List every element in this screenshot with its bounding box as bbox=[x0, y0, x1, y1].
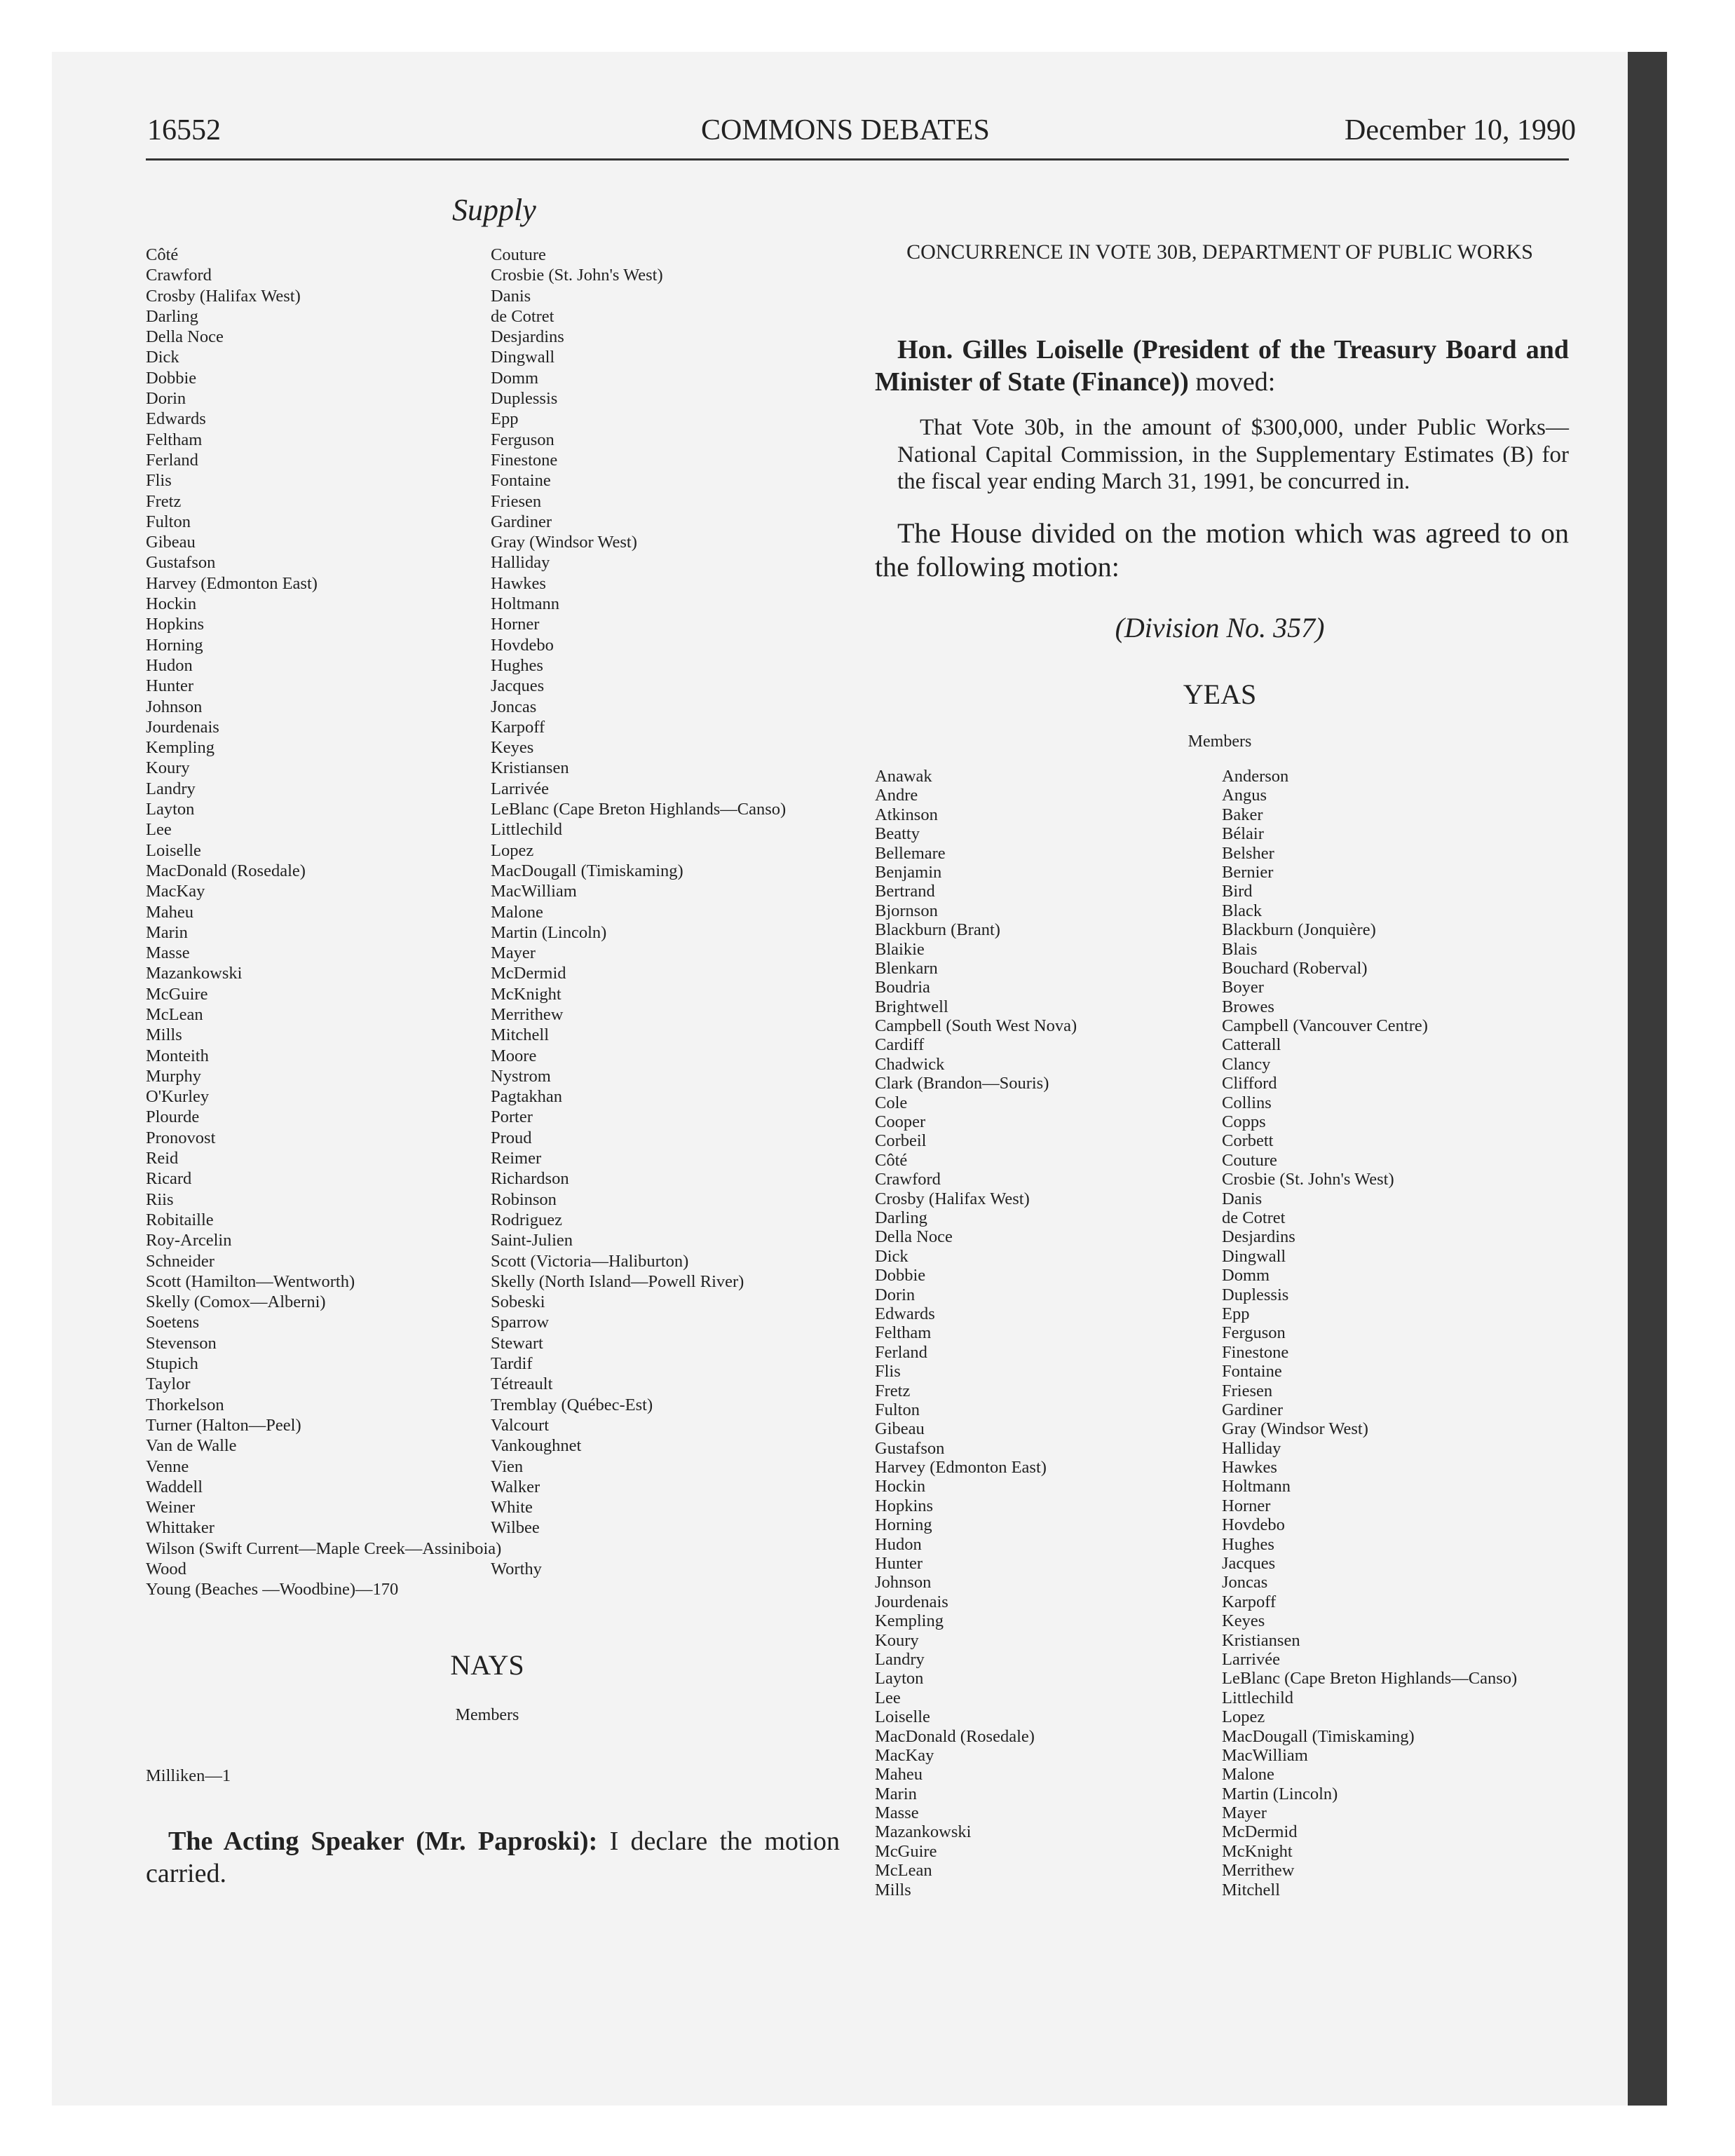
member-name: Maheu bbox=[146, 902, 194, 922]
member-name: Blenkarn bbox=[875, 958, 938, 978]
member-name: Wilson (Swift Current—Maple Creek—Assiniboia) bbox=[146, 1538, 502, 1558]
member-name: Gray (Windsor West) bbox=[491, 533, 637, 552]
member-name: Hovdebo bbox=[1222, 1515, 1285, 1535]
page-number: 16552 bbox=[147, 114, 221, 146]
member-name: Couture bbox=[1222, 1150, 1277, 1170]
member-name: Stupich bbox=[146, 1354, 198, 1374]
yeas-name-list-2 bbox=[1222, 767, 1517, 1899]
member-name: Lopez bbox=[1222, 1707, 1265, 1727]
member-name: Wilbee bbox=[491, 1518, 540, 1538]
member-name: Hockin bbox=[875, 1477, 926, 1496]
member-name: Browes bbox=[1222, 997, 1274, 1016]
member-name: Feltham bbox=[875, 1323, 932, 1343]
member-name: Marin bbox=[146, 922, 188, 942]
member-name: Blackburn (Jonquière) bbox=[1222, 920, 1376, 940]
member-name: Edwards bbox=[875, 1304, 935, 1323]
member-name: Boudria bbox=[875, 978, 930, 997]
member-name: LeBlanc (Cape Breton Highlands—Canso) bbox=[1222, 1669, 1518, 1688]
member-name: Gray (Windsor West) bbox=[1222, 1419, 1368, 1439]
member-name: Joncas bbox=[491, 697, 537, 716]
member-name: de Cotret bbox=[491, 306, 554, 326]
member-name: Hunter bbox=[875, 1554, 923, 1574]
member-name: Horner bbox=[1222, 1496, 1271, 1515]
member-name: Gibeau bbox=[875, 1419, 925, 1439]
scan-edge-bar bbox=[1628, 52, 1667, 2106]
member-name: Bjornson bbox=[875, 901, 938, 920]
member-name: Loiselle bbox=[146, 840, 201, 860]
member-name: Domm bbox=[1222, 1266, 1270, 1285]
member-name: Friesen bbox=[491, 491, 542, 511]
member-name: Vankoughnet bbox=[491, 1436, 582, 1456]
member-name: Fontaine bbox=[1222, 1362, 1282, 1381]
member-name: Hopkins bbox=[146, 615, 205, 634]
member-name: McLean bbox=[875, 1861, 932, 1881]
member-name: Monteith bbox=[146, 1046, 209, 1065]
member-name: Mazankowski bbox=[875, 1822, 972, 1842]
member-name: Weiner bbox=[146, 1498, 196, 1517]
member-name: Couture bbox=[491, 245, 546, 264]
member-name: Atkinson bbox=[875, 805, 938, 824]
member-name: Gibeau bbox=[146, 533, 196, 552]
member-name: Rodriguez bbox=[491, 1210, 563, 1229]
member-name: Pronovost bbox=[146, 1128, 216, 1147]
member-name: Bélair bbox=[1222, 824, 1264, 844]
member-name: Walker bbox=[491, 1477, 540, 1496]
member-name: Riis bbox=[146, 1189, 174, 1209]
member-name: Clark (Brandon—Souris) bbox=[875, 1074, 1049, 1093]
member-name: Whittaker bbox=[146, 1518, 215, 1538]
member-name: Soetens bbox=[146, 1313, 200, 1332]
member-name: Stevenson bbox=[146, 1333, 217, 1353]
member-name: Wood bbox=[146, 1560, 186, 1578]
member-name: Collins bbox=[1222, 1093, 1272, 1112]
member-name: Vien bbox=[491, 1456, 524, 1476]
member-name: Kristiansen bbox=[491, 758, 569, 778]
member-name: Chadwick bbox=[875, 1054, 945, 1074]
member-name: Tétreault bbox=[491, 1374, 553, 1394]
member-name: Holtmann bbox=[1222, 1477, 1291, 1496]
member-name: Dorin bbox=[146, 389, 186, 409]
speaker-statement: I declare the motion carried. bbox=[146, 1827, 840, 1888]
section-title: Supply bbox=[452, 193, 536, 227]
member-name: Côté bbox=[875, 1150, 908, 1170]
member-name: Bertrand bbox=[875, 882, 935, 901]
member-name: Tremblay (Québec-Est) bbox=[491, 1395, 653, 1414]
member-name: Crosby (Halifax West) bbox=[146, 286, 301, 306]
member-name: Hawkes bbox=[491, 573, 546, 593]
member-name: Kempling bbox=[875, 1611, 944, 1631]
member-name: Keyes bbox=[491, 738, 534, 758]
member-name: McLean bbox=[146, 1004, 203, 1024]
member-name: Martin (Lincoln) bbox=[491, 922, 607, 942]
member-name: Waddell bbox=[146, 1477, 203, 1496]
member-name: Mayer bbox=[491, 943, 536, 963]
member-name: Jourdenais bbox=[146, 717, 219, 737]
member-name: Reid bbox=[146, 1149, 179, 1168]
member-name: MacWilliam bbox=[491, 882, 577, 901]
member-name: Anawak bbox=[875, 767, 932, 786]
member-name: Venne bbox=[146, 1456, 189, 1476]
member-name: Copps bbox=[1222, 1112, 1266, 1132]
member-name: Maheu bbox=[875, 1765, 923, 1785]
member-name: Dobbie bbox=[875, 1266, 926, 1285]
member-name: McDermid bbox=[491, 964, 566, 983]
member-name: LeBlanc (Cape Breton Highlands—Canso) bbox=[491, 800, 787, 819]
member-name: Skelly (Comox—Alberni) bbox=[146, 1292, 326, 1312]
member-name: Mayer bbox=[1222, 1803, 1267, 1823]
mover-verb: moved: bbox=[1195, 367, 1276, 397]
member-name: Malone bbox=[491, 902, 543, 922]
member-name: Gardiner bbox=[1222, 1400, 1284, 1419]
member-name: Skelly (North Island—Powell River) bbox=[491, 1271, 744, 1291]
member-name: Porter bbox=[491, 1107, 533, 1127]
member-name: Baker bbox=[1222, 805, 1263, 824]
member-name: Mills bbox=[875, 1880, 911, 1899]
member-name: Littlechild bbox=[1222, 1688, 1294, 1707]
member-name: Karpoff bbox=[491, 717, 545, 737]
member-name: Bernier bbox=[1222, 862, 1274, 882]
member-name: Danis bbox=[491, 286, 531, 306]
left-name-list-1 bbox=[146, 245, 501, 1600]
mover-paragraph bbox=[875, 334, 1569, 398]
member-name: Andre bbox=[875, 786, 918, 805]
page-date: December 10, 1990 bbox=[1345, 114, 1577, 146]
member-name: Mitchell bbox=[491, 1025, 550, 1045]
member-name: Duplessis bbox=[491, 389, 558, 409]
member-name: Scott (Victoria—Haliburton) bbox=[491, 1251, 689, 1271]
member-name: Dingwall bbox=[491, 348, 555, 367]
member-name: Darling bbox=[875, 1208, 927, 1227]
member-name: Gustafson bbox=[875, 1438, 945, 1458]
member-name: Halliday bbox=[1222, 1438, 1281, 1458]
member-name: Benjamin bbox=[875, 862, 942, 882]
member-name: White bbox=[491, 1498, 533, 1517]
member-name: Friesen bbox=[1222, 1381, 1273, 1400]
member-name: Black bbox=[1222, 901, 1263, 920]
nays-members-label: Members bbox=[455, 1706, 519, 1724]
member-name: Johnson bbox=[146, 697, 203, 716]
member-name: Kempling bbox=[146, 738, 215, 758]
member-name: Hudon bbox=[875, 1534, 922, 1554]
member-name: Hovdebo bbox=[491, 635, 554, 655]
member-name: O'Kurley bbox=[146, 1087, 210, 1107]
member-name: Johnson bbox=[875, 1573, 932, 1592]
member-name: Lopez bbox=[491, 840, 534, 860]
member-name: Masse bbox=[146, 943, 190, 963]
yeas-members-label: Members bbox=[1188, 732, 1252, 751]
member-name: Plourde bbox=[146, 1107, 200, 1127]
member-name: Bellemare bbox=[875, 843, 946, 863]
member-name: Landry bbox=[146, 779, 196, 798]
member-name: Sparrow bbox=[491, 1313, 550, 1332]
member-name: Domm bbox=[491, 368, 539, 388]
member-name: McGuire bbox=[875, 1841, 937, 1861]
member-name: Edwards bbox=[146, 409, 206, 429]
member-name: Koury bbox=[146, 758, 190, 778]
member-name: Robitaille bbox=[146, 1210, 214, 1229]
member-name: Epp bbox=[491, 409, 519, 429]
member-name: Dingwall bbox=[1222, 1246, 1286, 1266]
member-name: Fretz bbox=[146, 491, 182, 511]
member-name: McDermid bbox=[1222, 1822, 1298, 1842]
member-name: Epp bbox=[1222, 1304, 1250, 1323]
member-name: Horning bbox=[875, 1515, 932, 1535]
yeas-heading: YEAS bbox=[1183, 678, 1257, 710]
member-name: Ferland bbox=[875, 1342, 927, 1362]
member-name: Boyer bbox=[1222, 978, 1264, 997]
member-name: Anderson bbox=[1222, 767, 1289, 786]
member-name bbox=[491, 1538, 786, 1559]
division-number: (Division No. 357) bbox=[1115, 612, 1325, 643]
member-name: Feltham bbox=[146, 430, 203, 449]
member-name: Gustafson bbox=[146, 553, 216, 573]
member-name: Crawford bbox=[146, 266, 212, 285]
member-name: Masse bbox=[875, 1803, 919, 1823]
member-name: Mitchell bbox=[1222, 1880, 1281, 1899]
member-name: Mazankowski bbox=[146, 964, 243, 983]
member-name: McKnight bbox=[491, 984, 562, 1004]
member-name: Joncas bbox=[1222, 1573, 1268, 1592]
member-name: Campbell (Vancouver Centre) bbox=[1222, 1016, 1428, 1036]
member-name: Hughes bbox=[491, 655, 543, 675]
member-name: Nystrom bbox=[491, 1066, 551, 1086]
mover-name: Hon. Gilles Loiselle (President of the Treasury Board and Minister of State (Finance)) bbox=[875, 335, 1569, 397]
member-name: Young (Beaches —Woodbine)—170 bbox=[146, 1580, 399, 1599]
member-name: Dorin bbox=[875, 1285, 916, 1304]
member-name: MacKay bbox=[146, 882, 205, 901]
concurrence-heading: CONCURRENCE IN VOTE 30B, DEPARTMENT OF PUBLIC WORKS bbox=[906, 240, 1533, 264]
member-name: Loiselle bbox=[875, 1707, 930, 1727]
member-name: Jacques bbox=[1222, 1554, 1276, 1574]
member-name: Worthy bbox=[491, 1560, 542, 1578]
member-name: Della Noce bbox=[875, 1227, 953, 1247]
member-name: MacKay bbox=[875, 1745, 934, 1765]
member-name: Catterall bbox=[1222, 1035, 1281, 1055]
member-name: Horner bbox=[491, 615, 540, 634]
motion-text: That Vote 30b, in the amount of $300,000, under Public Works—National Capital Commission, in the Supplementary Estimates (B) for the fiscal year ending March 31, 1991, be concurred in. bbox=[897, 415, 1569, 494]
member-name: Marin bbox=[875, 1784, 917, 1803]
member-name: Merrithew bbox=[491, 1004, 564, 1024]
member-name: Duplessis bbox=[1222, 1285, 1289, 1304]
member-name: McGuire bbox=[146, 984, 208, 1004]
member-name: Mills bbox=[146, 1025, 182, 1045]
member-name: MacDougall (Timiskaming) bbox=[491, 861, 683, 880]
member-name: Corbeil bbox=[875, 1131, 927, 1151]
member-name: Bird bbox=[1222, 882, 1253, 901]
member-name: Reimer bbox=[491, 1149, 542, 1168]
member-name: Roy-Arcelin bbox=[146, 1231, 232, 1250]
member-name: Crosby (Halifax West) bbox=[875, 1189, 1030, 1208]
left-name-list-2 bbox=[491, 245, 786, 1579]
member-name: Danis bbox=[1222, 1189, 1263, 1208]
member-name: Ferguson bbox=[1222, 1323, 1286, 1343]
member-name: Hughes bbox=[1222, 1534, 1274, 1554]
member-name: Fulton bbox=[146, 512, 191, 531]
member-name: Hopkins bbox=[875, 1496, 934, 1515]
member-name: Tardif bbox=[491, 1354, 533, 1374]
member-name: Jacques bbox=[491, 676, 545, 696]
member-name: Robinson bbox=[491, 1189, 557, 1209]
nays-heading: NAYS bbox=[450, 1649, 524, 1681]
member-name: Cooper bbox=[875, 1112, 926, 1132]
member-name: Angus bbox=[1222, 786, 1267, 805]
member-name: Cole bbox=[875, 1093, 908, 1112]
member-name: Cardiff bbox=[875, 1035, 925, 1055]
member-name: Crosbie (St. John's West) bbox=[491, 266, 663, 285]
member-name: Larrivée bbox=[1222, 1649, 1280, 1669]
speaker-paragraph bbox=[146, 1825, 840, 1890]
member-name: Murphy bbox=[146, 1066, 201, 1086]
member-name: MacDonald (Rosedale) bbox=[146, 861, 306, 880]
member-name: Halliday bbox=[491, 553, 550, 573]
member-name: Ricard bbox=[146, 1169, 192, 1189]
nays-list: Milliken—1 bbox=[146, 1766, 231, 1785]
member-name: Van de Walle bbox=[146, 1436, 237, 1456]
member-name: Brightwell bbox=[875, 997, 948, 1016]
member-name: Valcourt bbox=[491, 1415, 549, 1435]
member-name: MacWilliam bbox=[1222, 1745, 1308, 1765]
member-name: Flis bbox=[146, 471, 172, 491]
member-name: Harvey (Edmonton East) bbox=[146, 573, 318, 593]
member-name: Hunter bbox=[146, 676, 194, 696]
member-name: Moore bbox=[491, 1046, 537, 1065]
member-name: Karpoff bbox=[1222, 1592, 1277, 1611]
member-name: Hockin bbox=[146, 594, 197, 614]
member-name: Ferguson bbox=[491, 430, 554, 449]
member-name: MacDougall (Timiskaming) bbox=[1222, 1726, 1415, 1746]
member-name: Proud bbox=[491, 1128, 532, 1147]
member-name: Lee bbox=[146, 820, 172, 840]
member-name: Clancy bbox=[1222, 1054, 1271, 1074]
member-name: Finestone bbox=[491, 450, 558, 470]
member-name: Layton bbox=[146, 800, 195, 819]
member-name: Della Noce bbox=[146, 327, 224, 347]
member-name: Côté bbox=[146, 245, 179, 264]
division-text: The House divided on the motion which was agreed to on the following motion: bbox=[875, 517, 1569, 582]
member-name: Koury bbox=[875, 1630, 919, 1650]
member-name: Crawford bbox=[875, 1170, 941, 1189]
member-name: Keyes bbox=[1222, 1611, 1265, 1631]
member-name: Scott (Hamilton—Wentworth) bbox=[146, 1271, 355, 1291]
member-name: Finestone bbox=[1222, 1342, 1289, 1362]
member-name: Crosbie (St. John's West) bbox=[1222, 1170, 1394, 1189]
member-name: Taylor bbox=[146, 1374, 191, 1394]
header-rule bbox=[146, 158, 1569, 161]
member-name: Hudon bbox=[146, 655, 193, 675]
member-name: Harvey (Edmonton East) bbox=[875, 1458, 1047, 1478]
member-name: Belsher bbox=[1222, 843, 1274, 863]
member-name: Beatty bbox=[875, 824, 920, 844]
member-name: Blackburn (Brant) bbox=[875, 920, 1000, 940]
yeas-name-list-1 bbox=[875, 767, 1077, 1899]
member-name: Hawkes bbox=[1222, 1458, 1277, 1478]
member-name: Darling bbox=[146, 306, 198, 326]
member-name: Saint-Julien bbox=[491, 1231, 573, 1250]
member-name: Fulton bbox=[875, 1400, 920, 1419]
member-name: McKnight bbox=[1222, 1841, 1293, 1861]
member-name: Pagtakhan bbox=[491, 1087, 563, 1107]
member-name: Holtmann bbox=[491, 594, 559, 614]
member-name: Turner (Halton—Peel) bbox=[146, 1415, 301, 1435]
member-name: Malone bbox=[1222, 1765, 1274, 1785]
member-name: Desjardins bbox=[1222, 1227, 1295, 1247]
member-name: Dobbie bbox=[146, 368, 197, 388]
member-name: Martin (Lincoln) bbox=[1222, 1784, 1338, 1803]
member-name: Richardson bbox=[491, 1169, 569, 1189]
member-name: Fontaine bbox=[491, 471, 551, 491]
member-name: Stewart bbox=[491, 1333, 543, 1353]
member-name: Thorkelson bbox=[146, 1395, 224, 1414]
member-name: Merrithew bbox=[1222, 1861, 1295, 1881]
member-name: Lee bbox=[875, 1688, 901, 1707]
member-name: Corbett bbox=[1222, 1131, 1274, 1151]
member-name: Dick bbox=[875, 1246, 909, 1266]
member-name: de Cotret bbox=[1222, 1208, 1286, 1227]
member-name: Blaikie bbox=[875, 939, 925, 959]
member-name: Blais bbox=[1222, 939, 1258, 959]
member-name: MacDonald (Rosedale) bbox=[875, 1726, 1035, 1746]
member-name: Gardiner bbox=[491, 512, 552, 531]
member-name: Fretz bbox=[875, 1381, 911, 1400]
member-name: Bouchard (Roberval) bbox=[1222, 958, 1368, 978]
member-name: Clifford bbox=[1222, 1074, 1277, 1093]
member-name: Dick bbox=[146, 348, 179, 367]
member-name: Horning bbox=[146, 635, 203, 655]
member-name: Flis bbox=[875, 1362, 901, 1381]
member-name: Desjardins bbox=[491, 327, 564, 347]
member-name: Landry bbox=[875, 1649, 925, 1669]
member-name: Ferland bbox=[146, 450, 198, 470]
member-name: Littlechild bbox=[491, 820, 563, 840]
member-name: Layton bbox=[875, 1669, 924, 1688]
member-name: Sobeski bbox=[491, 1292, 545, 1312]
member-name: Larrivée bbox=[491, 779, 549, 798]
member-name: Campbell (South West Nova) bbox=[875, 1016, 1077, 1036]
speaker-name: The Acting Speaker (Mr. Paproski): bbox=[168, 1827, 598, 1856]
member-name: Schneider bbox=[146, 1251, 215, 1271]
running-title: COMMONS DEBATES bbox=[701, 114, 990, 146]
member-name: Kristiansen bbox=[1222, 1630, 1300, 1650]
member-name: Jourdenais bbox=[875, 1592, 948, 1611]
